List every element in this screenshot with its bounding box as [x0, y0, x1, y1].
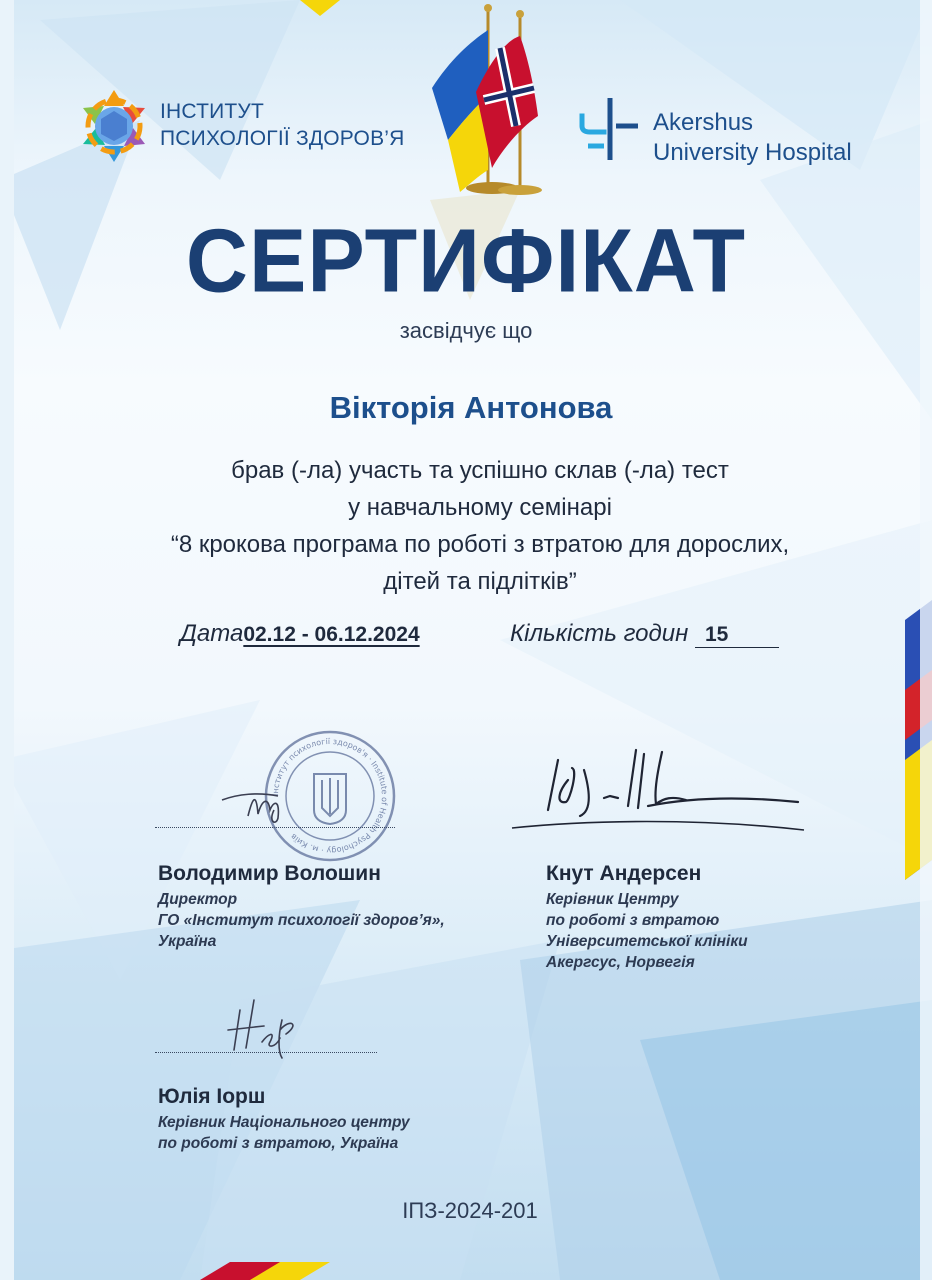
- akershus-logo-icon: [578, 96, 644, 166]
- akershus-logo-text: [653, 108, 852, 168]
- certificate-number: ІПЗ-2024-201: [402, 1198, 538, 1223]
- signer-2-role-3: Університетської клініки: [546, 933, 748, 950]
- ipz-logo-icon: [76, 88, 152, 164]
- signer-2-name: Кнут Андерсен: [546, 862, 702, 885]
- certificate-title: СЕРТИФІКАТ: [185, 210, 747, 312]
- hours-label: Кількість годин: [510, 620, 689, 647]
- body-line-1: брав (-ла) участь та успішно склав (-ла) тест: [231, 457, 729, 484]
- signer-2-block: [546, 862, 748, 973]
- signer-3-role-2: по роботі з втратою, Україна: [158, 1135, 399, 1152]
- date-row: [180, 620, 420, 648]
- signature-iorsh-icon: [220, 990, 310, 1060]
- certificate-body: [0, 452, 932, 600]
- signer-2-role-4: Акергсус, Норвегія: [546, 954, 695, 971]
- date-value: 02.12 - 06.12.2024: [243, 623, 420, 646]
- date-label: Дата: [180, 620, 244, 647]
- signer-3-block: [158, 1085, 410, 1154]
- recipient-name: Вікторія Антонова: [329, 390, 613, 425]
- signer-2-role-1: Керівник Центру: [546, 891, 679, 908]
- signer-1-role-2: ГО «Інститут психології здоров’я»,: [158, 912, 445, 929]
- hours-row: [510, 620, 779, 648]
- signature-line-3: [155, 1052, 377, 1053]
- body-line-3: “8 крокова програма по роботі з втратою для дорослих,: [170, 531, 790, 558]
- body-line-2: у навчальному семінарі: [348, 494, 612, 521]
- signer-3-role-1: Керівник Національного центру: [158, 1114, 410, 1131]
- signature-andersen-icon: [508, 740, 808, 840]
- body-line-4: дітей та підлітків”: [383, 568, 577, 595]
- signer-1-role-3: Україна: [158, 933, 217, 950]
- stamp-text: Інститут психології здоров'я · Institute of Health Psychology · м. Київ: [270, 736, 390, 856]
- left-margin-strip: [0, 0, 14, 1280]
- ipz-logo-text: [160, 98, 405, 152]
- signer-2-role-2: по роботі з втратою: [546, 912, 720, 929]
- akershus-logo-line2: University Hospital: [653, 139, 852, 166]
- hours-value: 15: [695, 623, 779, 648]
- signature-line-1: [155, 827, 395, 828]
- signer-3-name: Юлія Іорш: [158, 1085, 266, 1108]
- flags-icon: [420, 0, 550, 200]
- signature-voloshyn-icon: [218, 770, 298, 830]
- ipz-logo-line2: ПСИХОЛОГІЇ ЗДОРОВ’Я: [160, 127, 405, 150]
- ipz-logo-line1: ІНСТИТУТ: [160, 100, 264, 123]
- akershus-logo-line1: Akershus: [653, 109, 754, 136]
- signer-1-name: Володимир Волошин: [158, 862, 381, 885]
- signer-1-block: [158, 862, 445, 952]
- certificate-subtitle: засвідчує що: [399, 318, 533, 343]
- signer-1-role-1: Директор: [158, 891, 238, 908]
